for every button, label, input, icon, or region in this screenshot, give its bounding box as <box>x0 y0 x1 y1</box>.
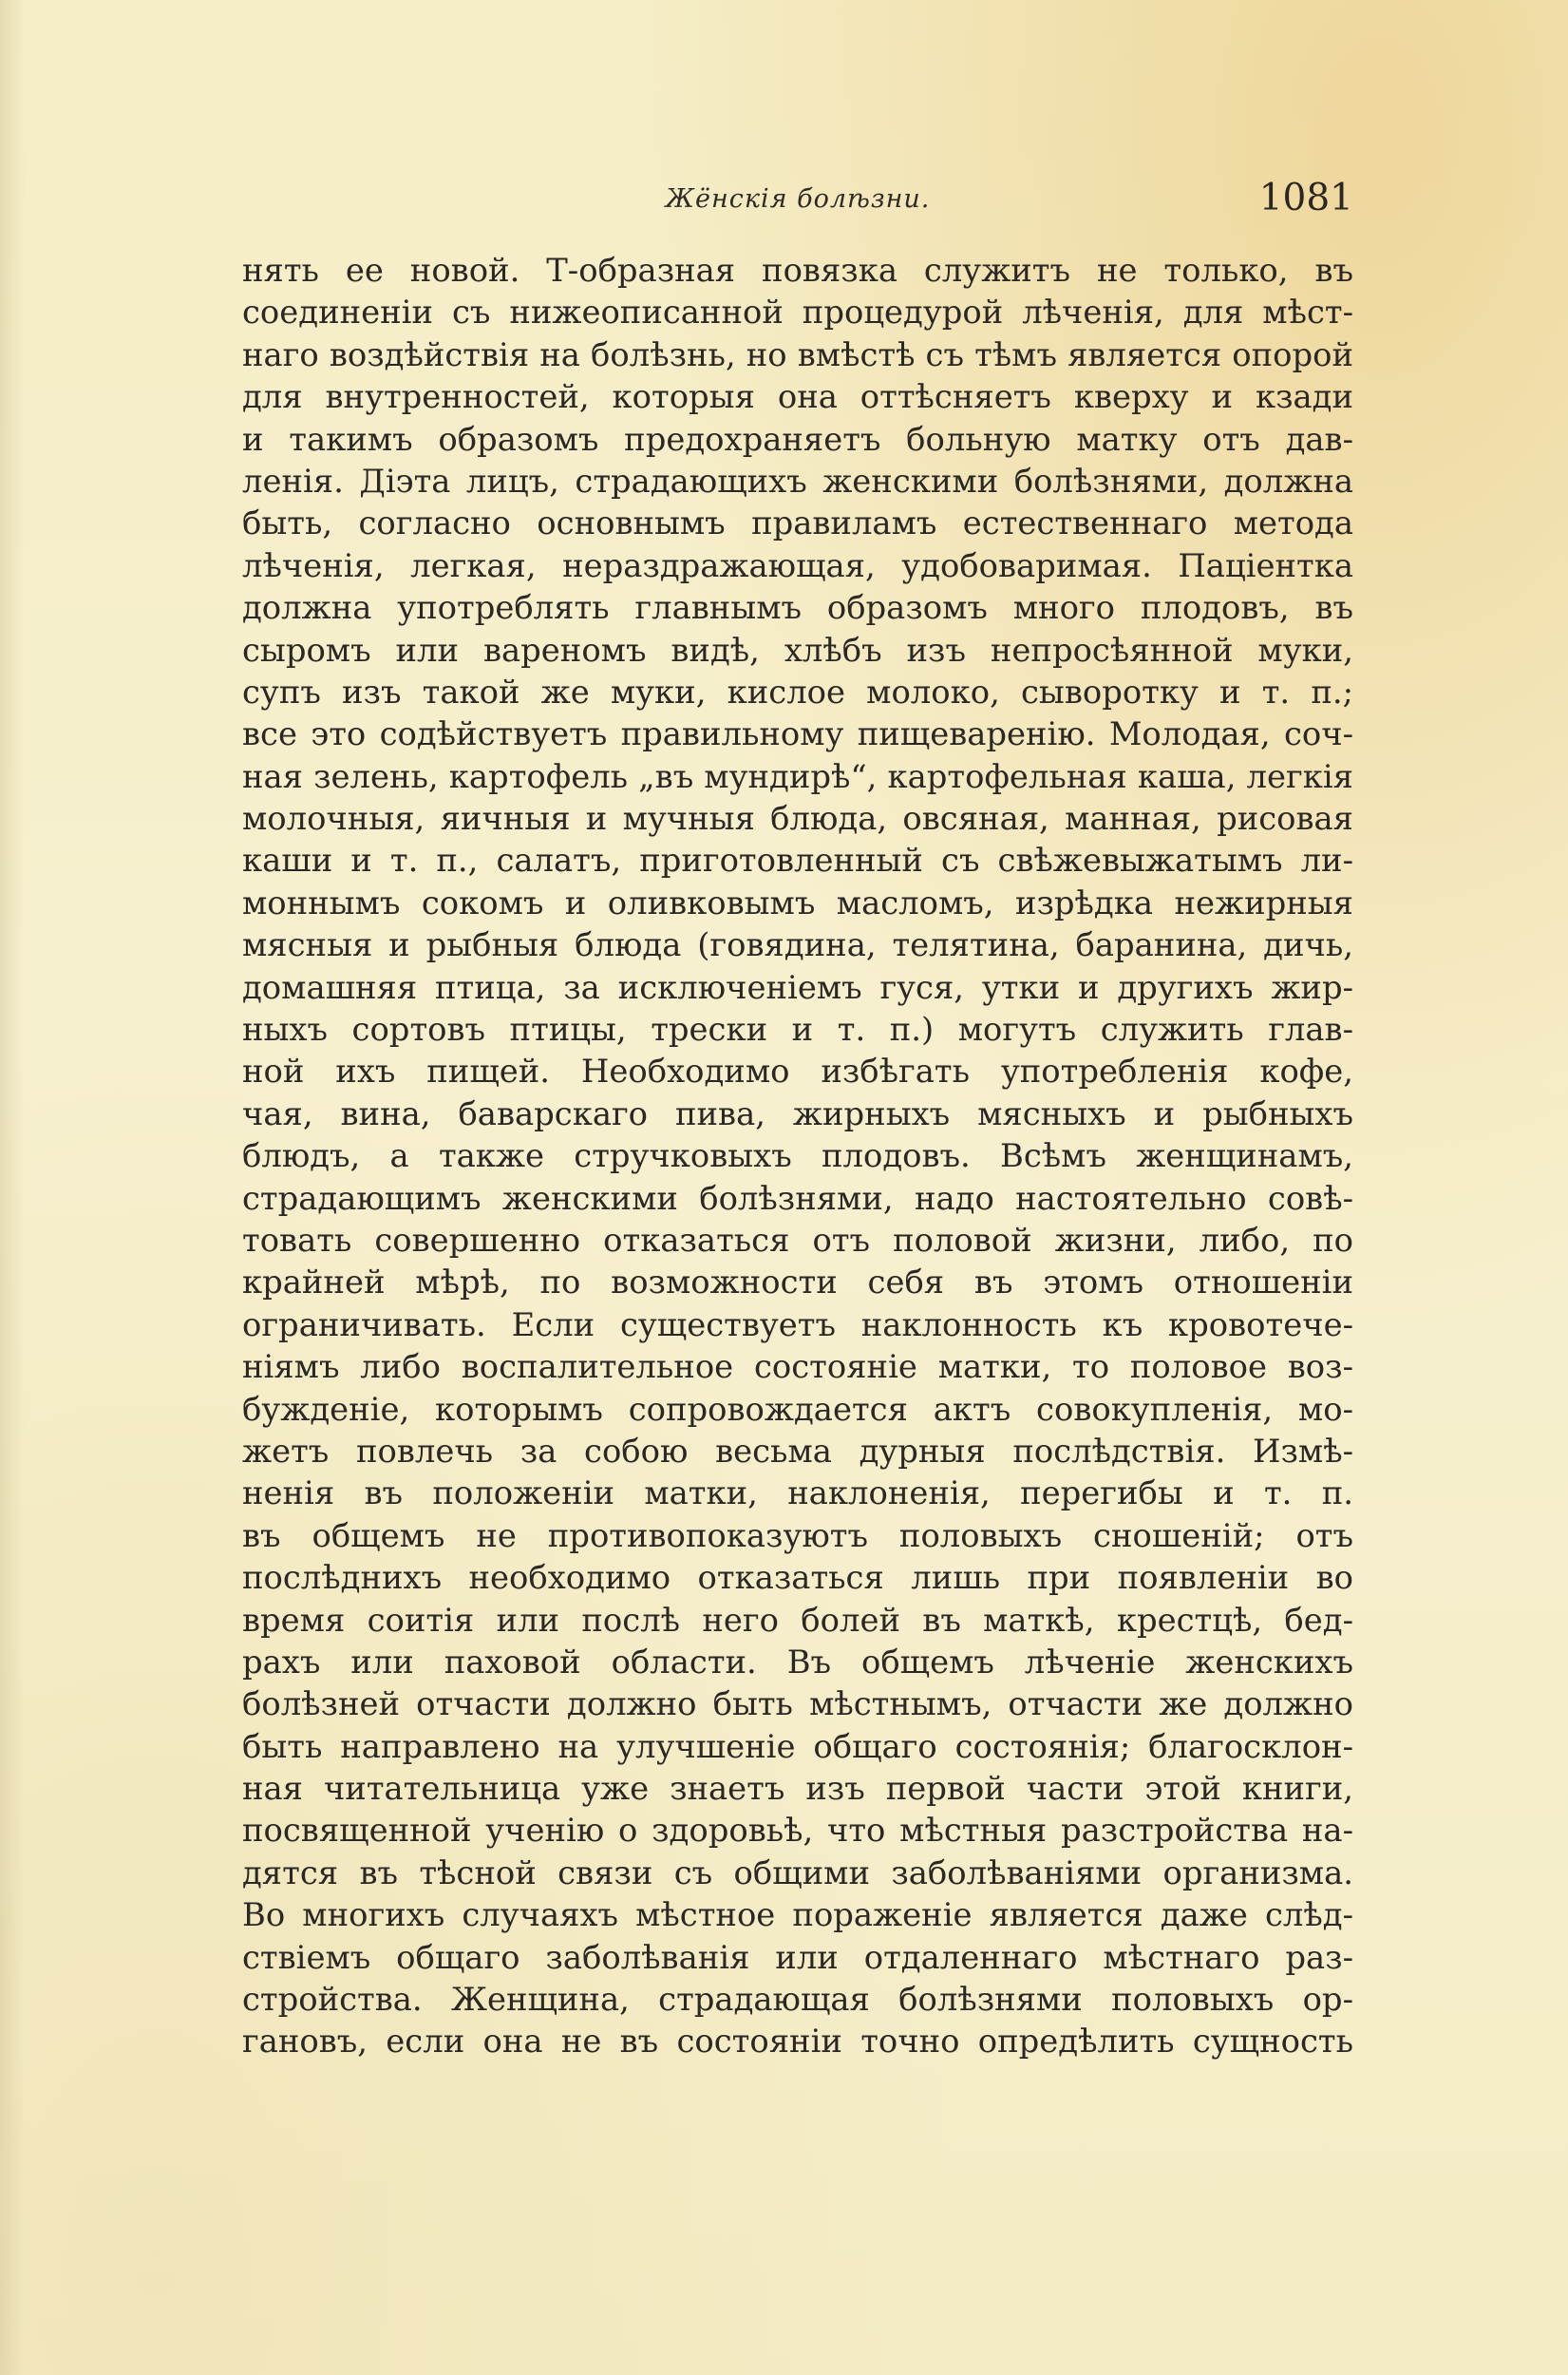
text-line: ная зелень, картофель „въ мундирѣ“, картофельная каша, легкія <box>242 757 1353 795</box>
text-line: рахъ или паховой области. Въ общемъ лѣченіе женскихъ <box>242 1643 1353 1681</box>
text-line: ніямъ либо воспалительное состояніе матки, то половое воз- <box>242 1348 1353 1386</box>
text-line: ной ихъ пищей. Необходимо избѣгать употребленія кофе, <box>242 1053 1353 1091</box>
text-line: гановъ, если она не въ состояніи точно опредѣлить сущность <box>242 2023 1353 2061</box>
text-line: сыромъ или вареномъ видѣ, хлѣбъ изъ непросѣянной муки, <box>242 631 1353 669</box>
text-line: для внутренностей, которыя она оттѣсняетъ кверху и кзади <box>242 378 1353 416</box>
text-line: послѣднихъ необходимо отказаться лишь при появленіи во <box>242 1559 1353 1597</box>
text-line: жетъ повлечь за собою весьма дурныя послѣдствія. Измѣ- <box>242 1432 1353 1470</box>
text-line: супъ изъ такой же муки, кислое молоко, сыворотку и т. п.; <box>242 673 1353 711</box>
body-text <box>242 250 1353 2150</box>
text-line: чая, вина, баварскаго пива, жирныхъ мясныхъ и рыбныхъ <box>242 1094 1353 1132</box>
text-line: каши и т. п., салатъ, приготовленный съ свѣжевыжатымъ ли- <box>242 842 1353 880</box>
text-line: товать совершенно отказаться отъ половой жизни, либо, по <box>242 1221 1353 1259</box>
text-line: въ общемъ не противопоказуютъ половыхъ сношеній; отъ <box>242 1516 1353 1554</box>
text-line: посвященной ученію о здоровьѣ, что мѣстныя разстройства на- <box>242 1812 1353 1850</box>
text-line: крайней мѣрѣ, по возможности себя въ этомъ отношеніи <box>242 1264 1353 1302</box>
chapter-title: Жёнскія болѣзни. <box>665 184 931 214</box>
text-line: нять ее новой. Т-образная повязка служитъ не только, въ <box>242 252 1353 289</box>
text-line: ствіемъ общаго заболѣванія или отдаленнаго мѣстнаго раз- <box>242 1938 1353 1976</box>
text-line: ныхъ сортовъ птицы, трески и т. п.) могутъ служить глав- <box>242 1011 1353 1049</box>
text-line: ограничивать. Если существуетъ наклонность къ кровотече- <box>242 1305 1353 1343</box>
text-line: ная читательница уже знаетъ изъ первой части этой книги, <box>242 1770 1353 1808</box>
text-line: блюдъ, а также стручковыхъ плодовъ. Всѣмъ женщинамъ, <box>242 1137 1353 1175</box>
text-line: соединеніи съ нижеописанной процедурой лѣченія, для мѣст- <box>242 294 1353 332</box>
text-line: быть направлено на улучшеніе общаго состоянія; благосклон- <box>242 1727 1353 1765</box>
text-line: ненія въ положеніи матки, наклоненія, перегибы и т. п. <box>242 1474 1353 1512</box>
text-line: стройства. Женщина, страдающая болѣзнями половыхъ ор- <box>242 1981 1353 2019</box>
text-line: молочныя, яичныя и мучныя блюда, овсяная, манная, рисовая <box>242 800 1353 838</box>
text-line: страдающимъ женскими болѣзнями, надо настоятельно совѣ- <box>242 1179 1353 1217</box>
text-line: ленія. Діэта лицъ, страдающихъ женскими болѣзнями, должна <box>242 462 1353 500</box>
text-line: моннымъ сокомъ и оливковымъ масломъ, изрѣдка нежирныя <box>242 884 1353 922</box>
text-line: наго воздѣйствія на болѣзнь, но вмѣстѣ съ тѣмъ является опорой <box>242 335 1353 373</box>
text-line: время соитія или послѣ него болей въ маткѣ, крестцѣ, бед- <box>242 1601 1353 1639</box>
text-line: все это содѣйствуетъ правильному пищеваренію. Молодая, соч- <box>242 715 1353 753</box>
text-line: должна употреблять главнымъ образомъ много плодовъ, въ <box>242 589 1353 627</box>
text-line: бужденіе, которымъ сопровождается актъ совокупленія, мо- <box>242 1390 1353 1428</box>
text-line: Во многихъ случаяхъ мѣстное пораженіе является даже слѣд- <box>242 1896 1353 1934</box>
text-line: быть, согласно основнымъ правиламъ естественнаго метода <box>242 504 1353 542</box>
text-line: болѣзней отчасти должно быть мѣстнымъ, отчасти же должно <box>242 1685 1353 1723</box>
text-line: дятся въ тѣсной связи съ общими заболѣваніями организма. <box>242 1853 1353 1891</box>
text-line: мясныя и рыбныя блюда (говядина, телятина, баранина, дичь, <box>242 926 1353 964</box>
text-line: лѣченія, легкая, нераздражающая, удобоваримая. Паціентка <box>242 546 1353 584</box>
page-edge-shadow <box>0 0 25 2375</box>
running-header <box>242 177 1353 234</box>
text-line: и такимъ образомъ предохраняетъ больную матку отъ дав- <box>242 420 1353 458</box>
page-number: 1081 <box>1258 177 1353 219</box>
text-line: домашняя птица, за исключеніемъ гуся, утки и другихъ жир- <box>242 968 1353 1006</box>
